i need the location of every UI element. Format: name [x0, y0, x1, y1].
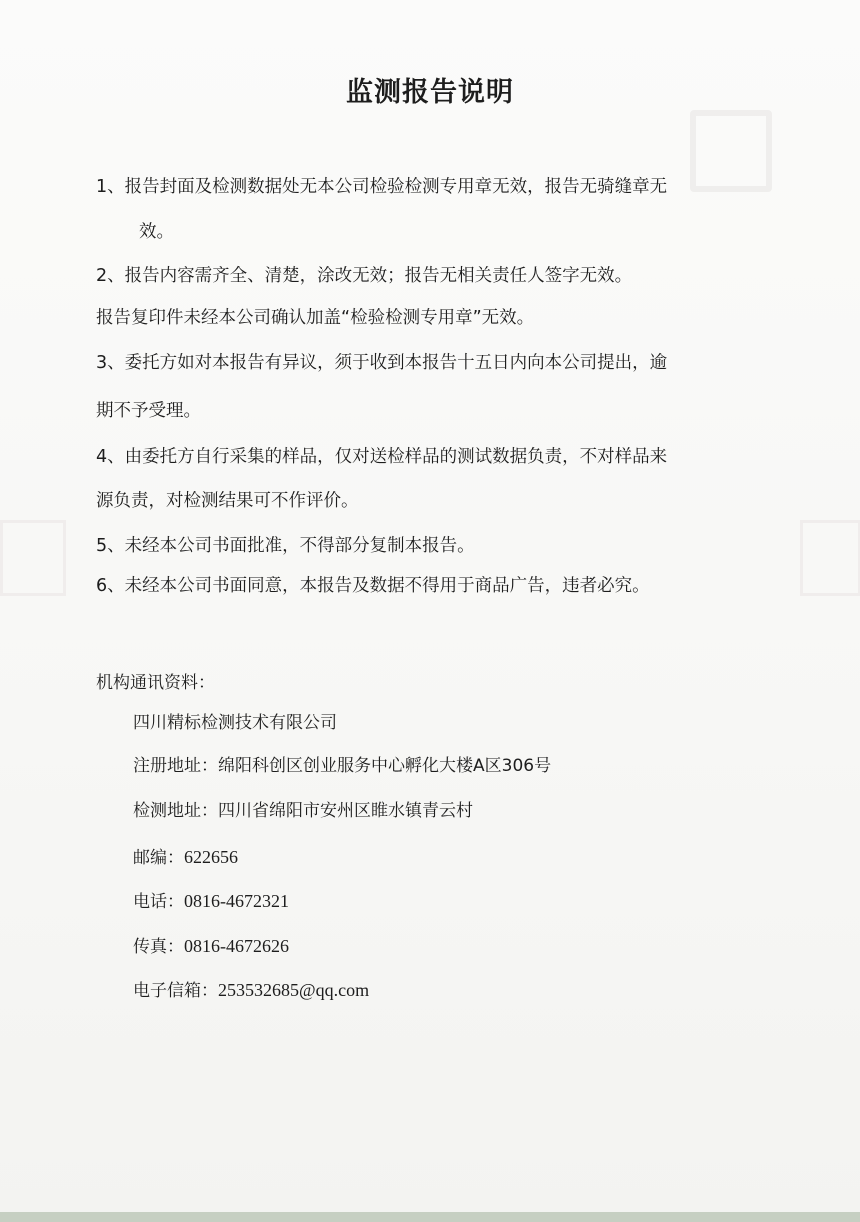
registered-address-row: [133, 751, 551, 776]
item-1-line-2: 效。: [139, 222, 174, 242]
fax-row: [133, 932, 289, 957]
item-5: 5、未经本公司书面批准，不得部分复制本报告。: [96, 536, 475, 556]
contact-section-title: 机构通讯资料：: [96, 673, 215, 693]
test-address-label: 检测地址：: [133, 801, 218, 821]
postcode-row: [133, 843, 238, 868]
item-4-line-1: 4、由委托方自行采集的样品，仅对送检样品的测试数据负责，不对样品来: [96, 447, 668, 467]
email-value: 253532685@qq.com: [218, 980, 370, 1000]
fax-label: 传真：: [133, 937, 184, 957]
registered-address-label: 注册地址：: [133, 756, 218, 776]
postcode-value: 622656: [184, 847, 238, 867]
show-through-mark: [0, 520, 66, 596]
item-2-line-1: 2、报告内容需齐全、清楚，涂改无效；报告无相关责任人签字无效。: [96, 266, 633, 286]
phone-row: [133, 887, 289, 912]
phone-value: 0816-4672321: [184, 891, 289, 911]
phone-label: 电话：: [133, 892, 184, 912]
email-row: [133, 976, 369, 1001]
test-address-row: [133, 796, 473, 821]
test-address-value: 四川省绵阳市安州区睢水镇青云村: [218, 801, 473, 821]
item-1-line-1: 1、报告封面及检测数据处无本公司检验检测专用章无效，报告无骑缝章无: [96, 177, 668, 197]
company-name: 四川精标检测技术有限公司: [133, 713, 337, 733]
postcode-label: 邮编：: [133, 848, 184, 868]
item-3-line-1: 3、委托方如对本报告有异议，须于收到本报告十五日内向本公司提出，逾: [96, 353, 668, 373]
item-6: 6、未经本公司书面同意，本报告及数据不得用于商品广告，违者必究。: [96, 576, 650, 596]
scan-edge-strip: [0, 1212, 860, 1222]
item-2-line-2: 报告复印件未经本公司确认加盖“检验检测专用章”无效。: [96, 308, 535, 328]
registered-address-value: 绵阳科创区创业服务中心孵化大楼A区306号: [218, 756, 552, 776]
email-label: 电子信箱：: [133, 981, 218, 1001]
show-through-mark: [690, 110, 772, 192]
page-title: 监测报告说明: [346, 77, 514, 108]
item-4-line-2: 源负责，对检测结果可不作评价。: [96, 491, 359, 511]
fax-value: 0816-4672626: [184, 936, 289, 956]
show-through-mark: [800, 520, 860, 596]
item-3-line-2: 期不予受理。: [96, 401, 201, 421]
